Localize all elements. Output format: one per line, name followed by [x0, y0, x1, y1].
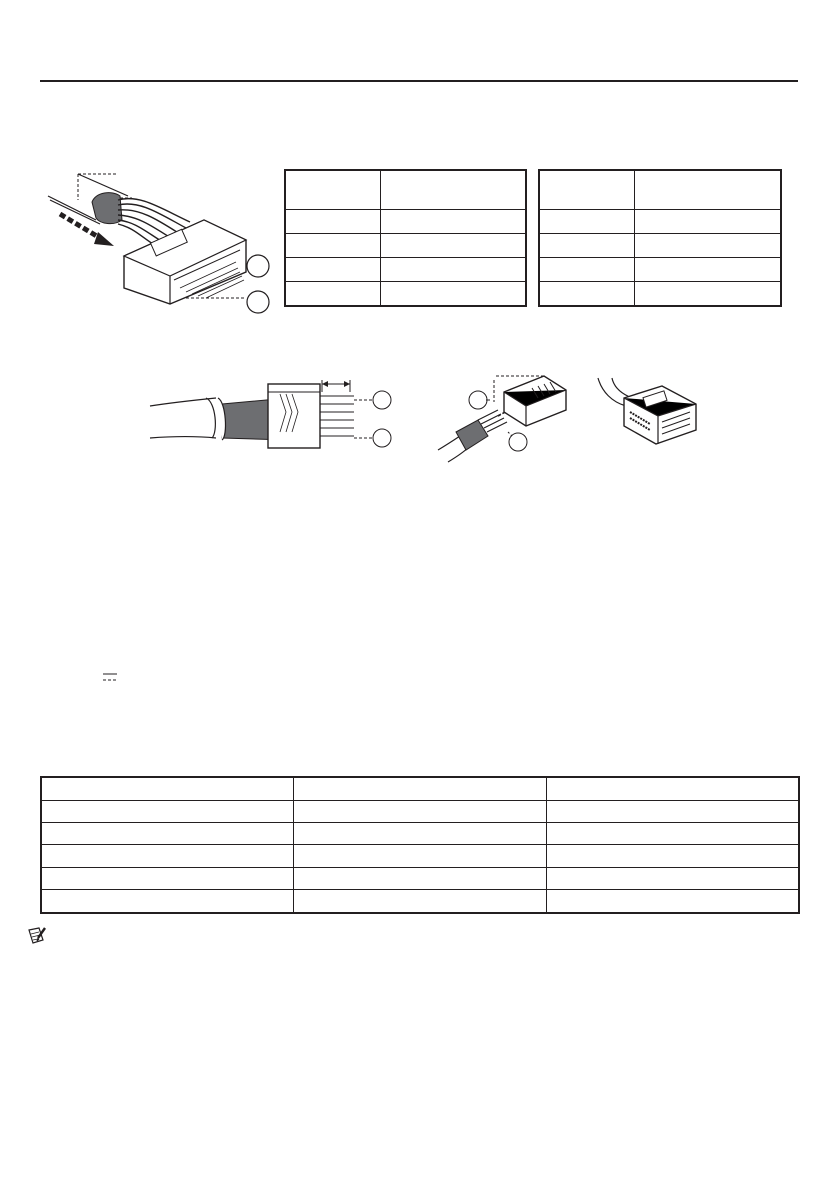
table-row — [285, 234, 526, 258]
table-row — [285, 282, 526, 307]
table-row — [539, 210, 781, 234]
header-rule — [40, 80, 798, 82]
rj45-plug-insertion-figure — [434, 370, 574, 466]
wiring-table-left — [284, 169, 527, 307]
table-row — [41, 822, 799, 844]
table-row — [41, 867, 799, 889]
table-row — [539, 282, 781, 307]
table-row — [41, 800, 799, 822]
table-row — [41, 890, 799, 913]
rj45-cable-stripped-figure — [146, 372, 396, 452]
table-row — [539, 258, 781, 282]
table-header-row — [41, 777, 799, 800]
table-row — [41, 845, 799, 867]
table-header-row — [539, 170, 781, 210]
dashed-line-mark — [102, 672, 118, 682]
connector-wire-insertion-figure — [40, 160, 280, 320]
table-header-row — [285, 170, 526, 210]
note-pencil-icon — [26, 926, 46, 946]
wiring-table-right — [538, 169, 782, 307]
table-row — [285, 210, 526, 234]
table-row — [539, 234, 781, 258]
table-row — [285, 258, 526, 282]
spec-table — [40, 776, 800, 914]
rj45-plug-finished-figure — [592, 374, 702, 454]
